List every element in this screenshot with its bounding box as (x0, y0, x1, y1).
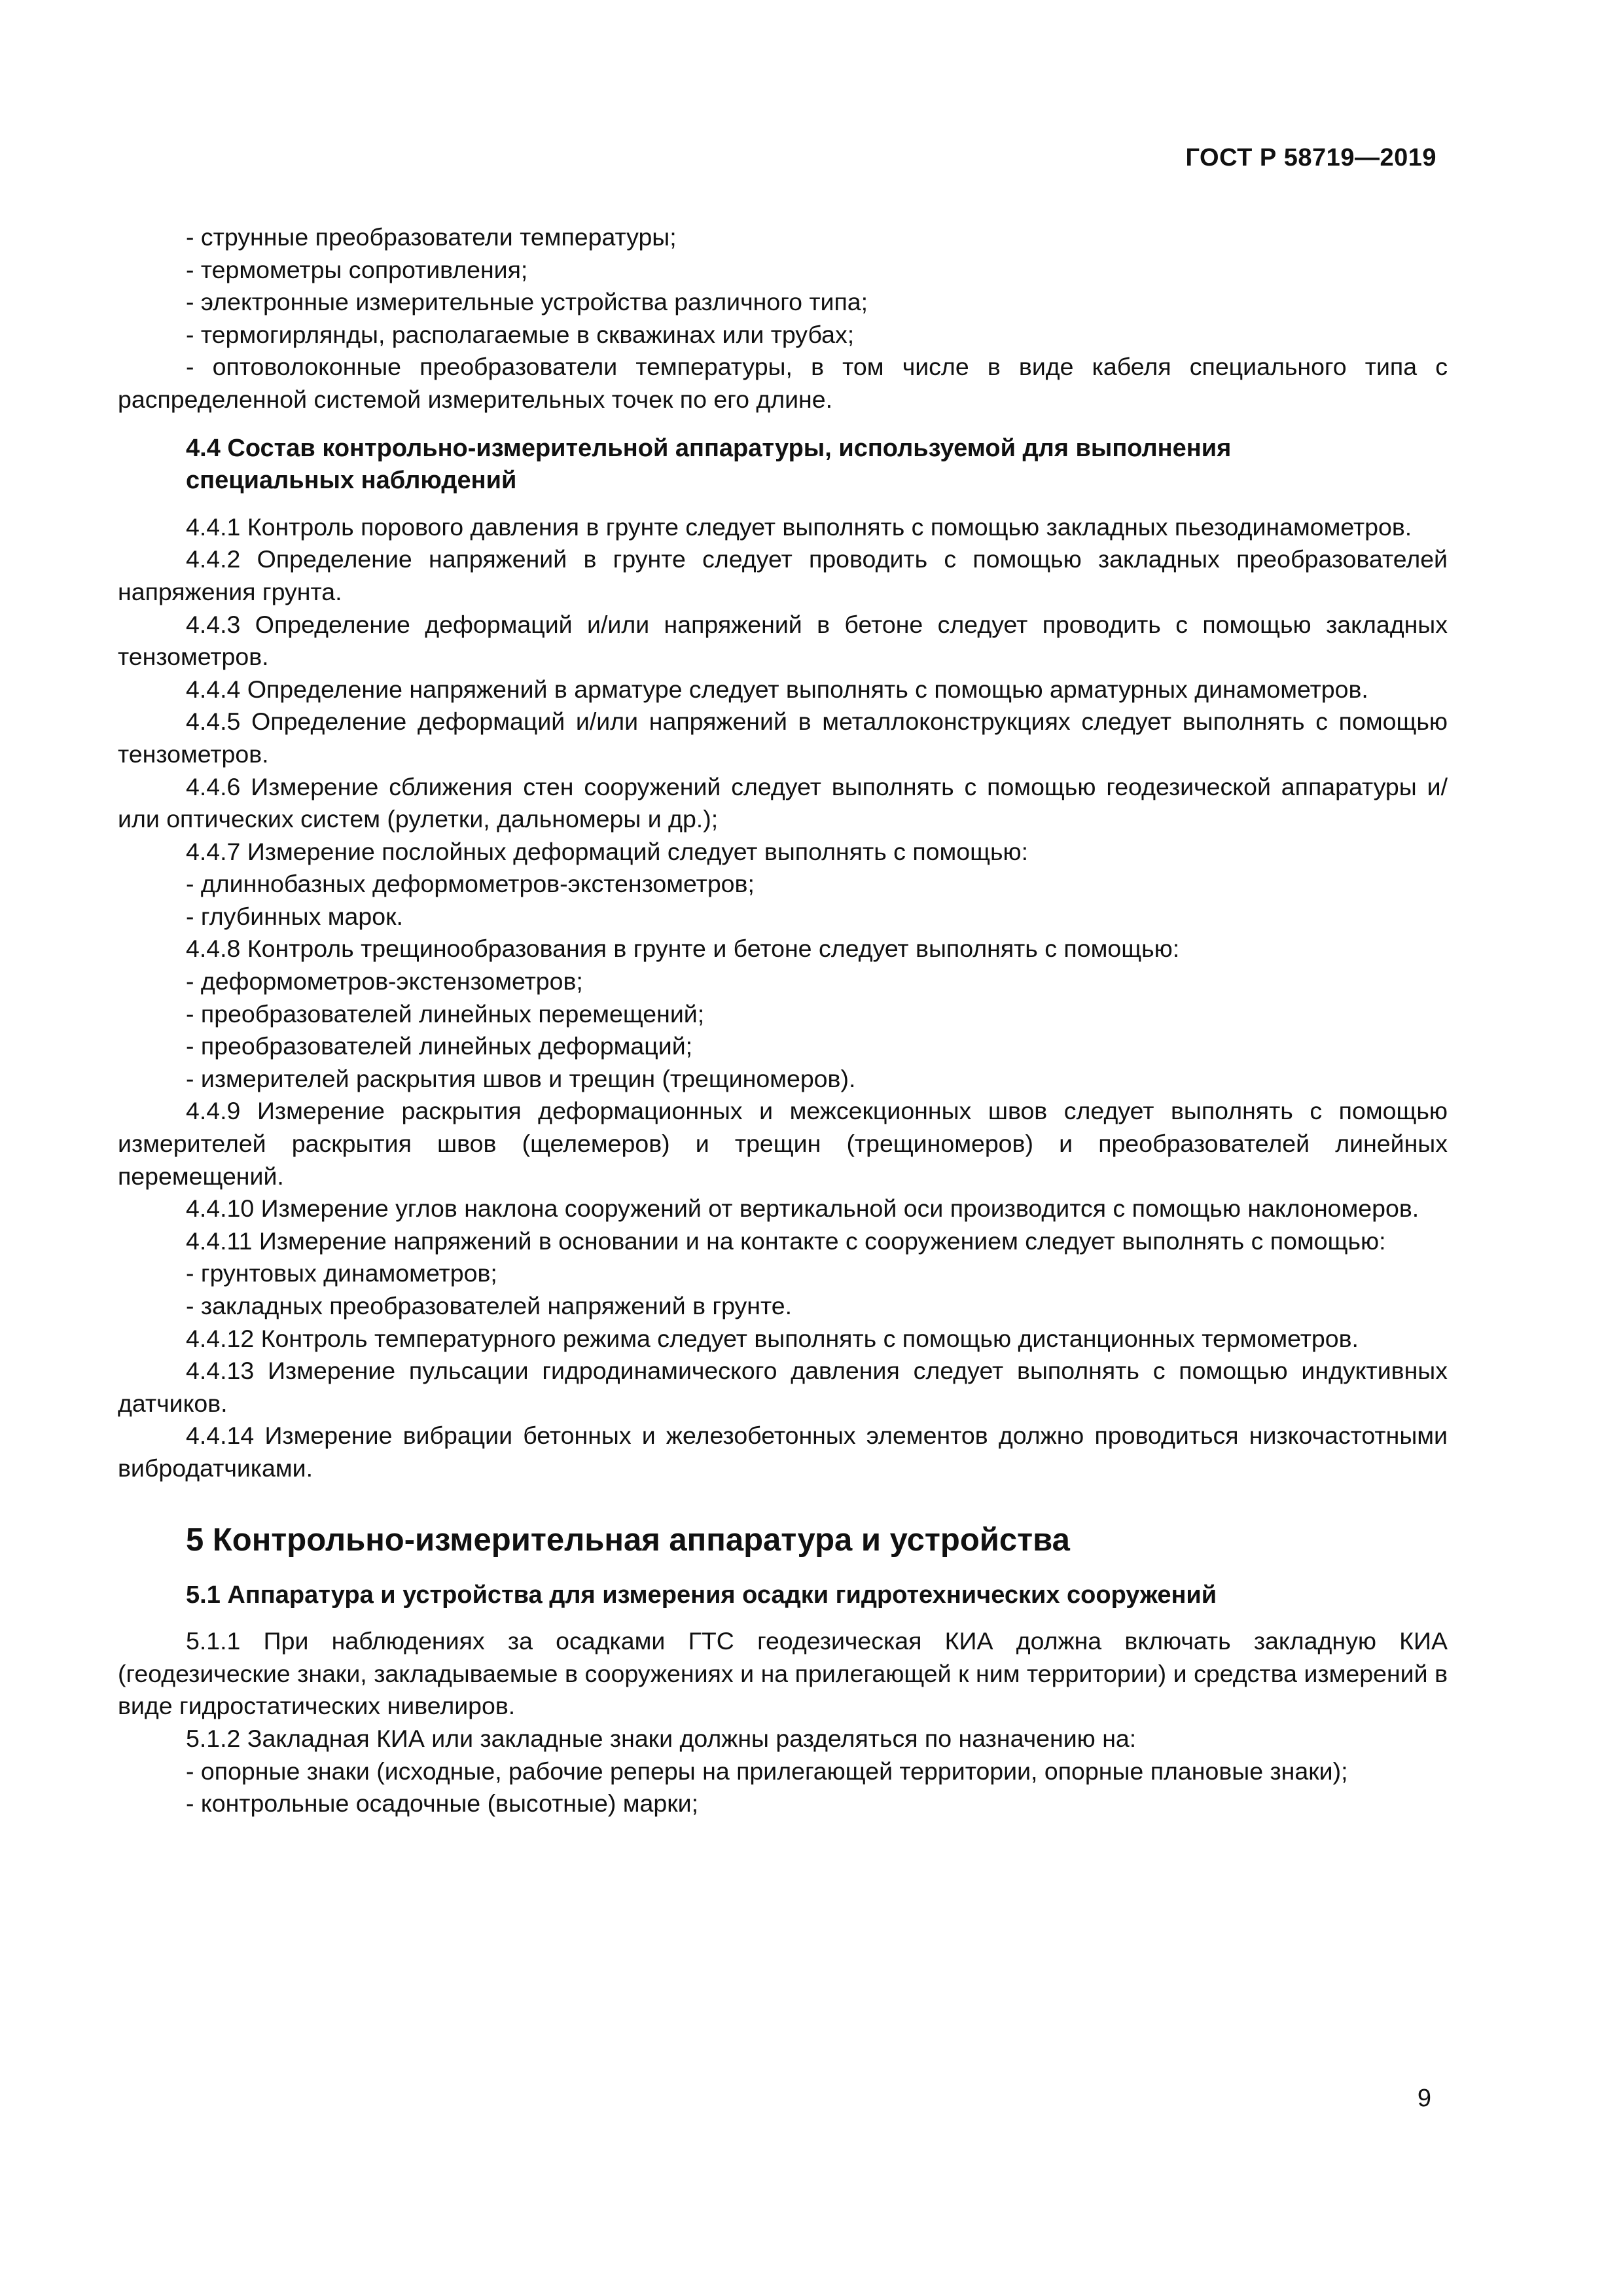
list-item: - закладных преобразователей напряжений в грунте. (186, 1292, 793, 1319)
page-number: 9 (1417, 2085, 1431, 2112)
list-item: - струнные преобразователи температуры; (186, 223, 677, 251)
paragraph-4-4-13: 4.4.13 Измерение пульсации гидродинамического давления следует выполнять с помощью индуктивных датчиков. (118, 1357, 1448, 1417)
paragraph-4-4-5: 4.4.5 Определение деформаций и/или напряжений в металлоконструкциях следует выполнять с помощью тензометров. (118, 708, 1448, 768)
list-item: - грунтовых динамометров; (186, 1259, 497, 1287)
list-item: - оптоволоконные преобразователи температуры, в том числе в виде кабеля специального типа с распределенной системой измерительных точек по его длине. (118, 353, 1448, 413)
list-item: - длиннобазных деформометров-экстензометров; (186, 870, 755, 898)
list-item: - глубинных марок. (186, 902, 403, 930)
list-item: - контрольные осадочные (высотные) марки; (186, 1789, 698, 1818)
paragraph-4-4-6: 4.4.6 Измерение сближения стен сооружений следует выполнять с помощью геодезической аппаратуры и/или оптических систем (рулетки, дальномеры и др.); (118, 772, 1448, 833)
list-item: - измерителей раскрытия швов и трещин (трещиномеров). (186, 1064, 856, 1092)
paragraph-4-4-7: 4.4.7 Измерение послойных деформаций следует выполнять с помощью: (186, 837, 1029, 865)
section-heading-5-1: 5.1 Аппаратура и устройства для измерения осадки гидротехнических сооружений (186, 1581, 1217, 1609)
section-heading-5: 5 Контрольно-измерительная аппаратура и устройства (186, 1522, 1070, 1558)
paragraph-4-4-12: 4.4.12 Контроль температурного режима следует выполнять с помощью дистанционных термометров. (186, 1324, 1359, 1352)
list-item: - термометры сопротивления; (186, 255, 528, 283)
document-body (118, 221, 1448, 1820)
paragraph-5-1-1: 5.1.1 При наблюдениях за осадками ГТС геодезическая КИА должна включать закладную КИА (геодезические знаки, закладываемые в сооружениях и на прилегающей к ним территории) и средства измерений в виде гидростатических нивелиров. (118, 1627, 1448, 1720)
paragraph-4-4-8: 4.4.8 Контроль трещинообразования в грунте и бетоне следует выполнять с помощью: (186, 935, 1180, 963)
paragraph-4-4-9: 4.4.9 Измерение раскрытия деформационных и межсекционных швов следует выполнять с помощью измерителей раскрытия швов (щелемеров) и трещин (трещиномеров) и преобразователей линейных перемещений. (118, 1097, 1448, 1190)
paragraph-4-4-4: 4.4.4 Определение напряжений в арматуре следует выполнять с помощью арматурных динамометров. (186, 675, 1368, 703)
document-standard-number: ГОСТ Р 58719—2019 (1185, 144, 1436, 171)
paragraph-5-1-2: 5.1.2 Закладная КИА или закладные знаки должны разделяться по назначению на: (186, 1724, 1137, 1752)
list-item: - опорные знаки (исходные, рабочие реперы на прилегающей территории, опорные плановые знаки); (186, 1757, 1348, 1785)
paragraph-4-4-2: 4.4.2 Определение напряжений в грунте следует проводить с помощью закладных преобразователей напряжения грунта. (118, 545, 1448, 605)
list-item: - преобразователей линейных перемещений; (186, 999, 705, 1028)
paragraph-4-4-3: 4.4.3 Определение деформаций и/или напряжений в бетоне следует проводить с помощью закладных тензометров. (118, 610, 1448, 671)
list-item: - электронные измерительные устройства различного типа; (186, 288, 868, 316)
list-item: - термогирлянды, располагаемые в скважинах или трубах; (186, 320, 855, 348)
paragraph-4-4-10: 4.4.10 Измерение углов наклона сооружений от вертикальной оси производится с помощью наклономеров. (186, 1194, 1419, 1223)
paragraph-4-4-14: 4.4.14 Измерение вибрации бетонных и железобетонных элементов должно проводиться низкочастотными вибродатчиками. (118, 1422, 1448, 1482)
paragraph-4-4-1: 4.4.1 Контроль порового давления в грунте следует выполнять с помощью закладных пьезодинамометров. (186, 512, 1412, 541)
section-heading-4-4: 4.4 Состав контрольно-измерительной аппаратуры, используемой для выполнения специальных наблюдений (186, 434, 1232, 495)
list-item: - деформометров-экстензометров; (186, 967, 583, 996)
paragraph-4-4-11: 4.4.11 Измерение напряжений в основании и на контакте с сооружением следует выполнять с помощью: (186, 1227, 1386, 1255)
list-item: - преобразователей линейных деформаций; (186, 1032, 693, 1060)
